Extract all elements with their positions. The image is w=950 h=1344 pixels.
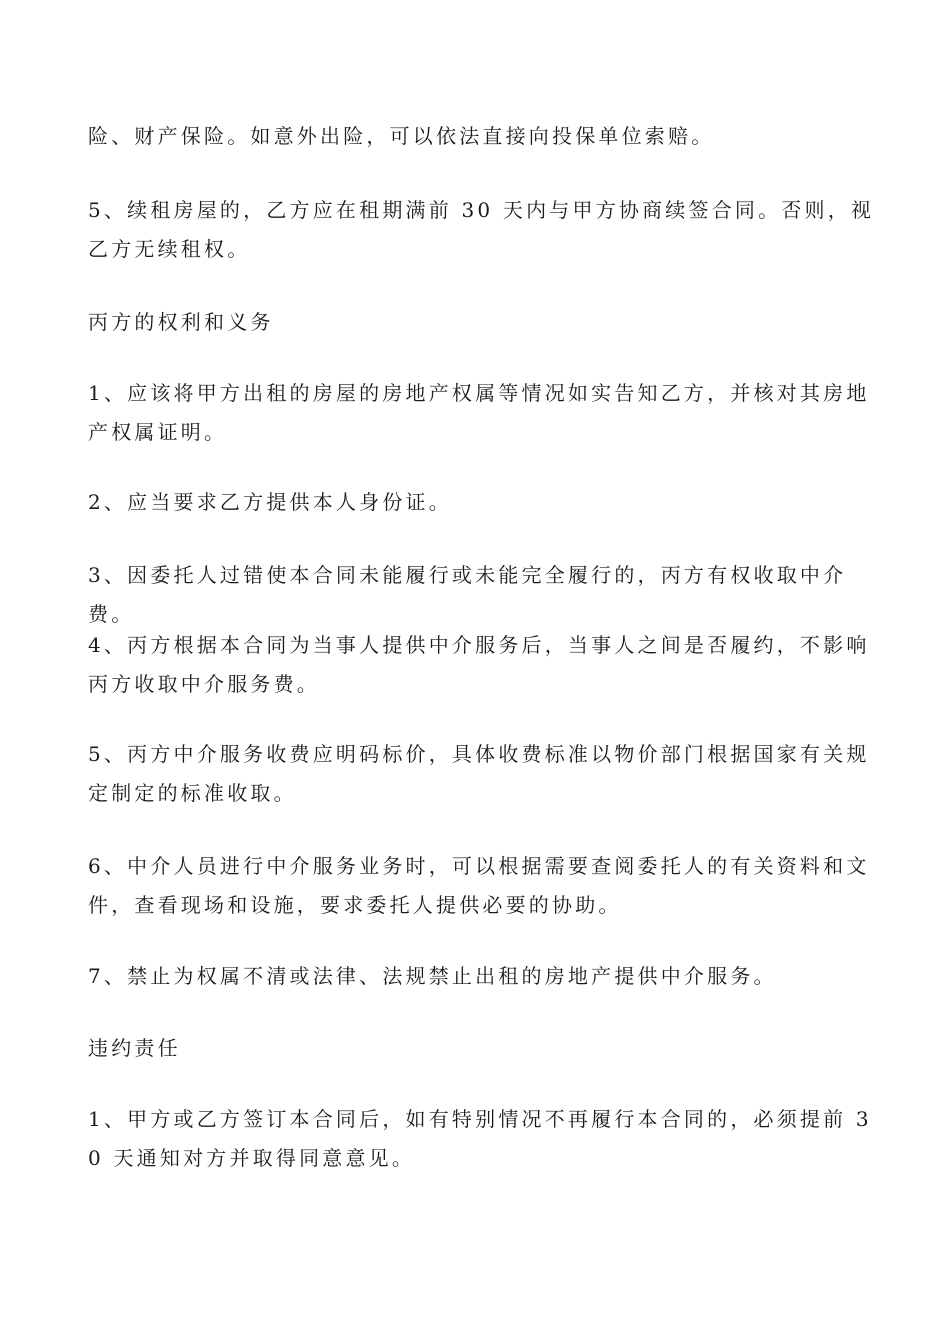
paragraph-c-item-4: 4、丙方根据本合同为当事人提供中介服务后，当事人之间是否履约，不影响丙方收取中介服务费。 — [88, 633, 870, 696]
paragraph-c-item-5: 5、丙方中介服务收费应明码标价，具体收费标准以物价部门根据国家有关规定制定的标准收取。 — [88, 742, 870, 805]
paragraph-c-item-1: 1、应该将甲方出租的房屋的房地产权属等情况如实告知乙方，并核对其房地产权属证明。 — [88, 381, 870, 444]
paragraph-c-item-7: 7、禁止为权属不清或法律、法规禁止出租的房地产提供中介服务。 — [88, 964, 777, 988]
section-heading-breach-liability: 违约责任 — [88, 1036, 181, 1060]
paragraph-renewal: 5、续租房屋的，乙方应在租期满前 30 天内与甲方协商续签合同。否则，视乙方无续租权。 — [88, 198, 875, 261]
paragraph-c-item-6: 6、中介人员进行中介服务业务时，可以根据需要查阅委托人的有关资料和文件，查看现场和设施，要求委托人提供必要的协助。 — [88, 854, 870, 917]
paragraph-insurance-claim: 险、财产保险。如意外出险，可以依法直接向投保单位索赔。 — [88, 124, 715, 148]
paragraph-c-item-2: 2、应当要求乙方提供本人身份证。 — [88, 490, 452, 514]
paragraph-breach-item-1: 1、甲方或乙方签订本合同后，如有特别情况不再履行本合同的，必须提前 30 天通知对方并取得同意意见。 — [88, 1107, 872, 1170]
paragraph-c-item-3: 3、因委托人过错使本合同未能履行或未能完全履行的，丙方有权收取中介费。 — [88, 563, 847, 626]
section-heading-party-c-rights: 丙方的权利和义务 — [88, 310, 274, 334]
